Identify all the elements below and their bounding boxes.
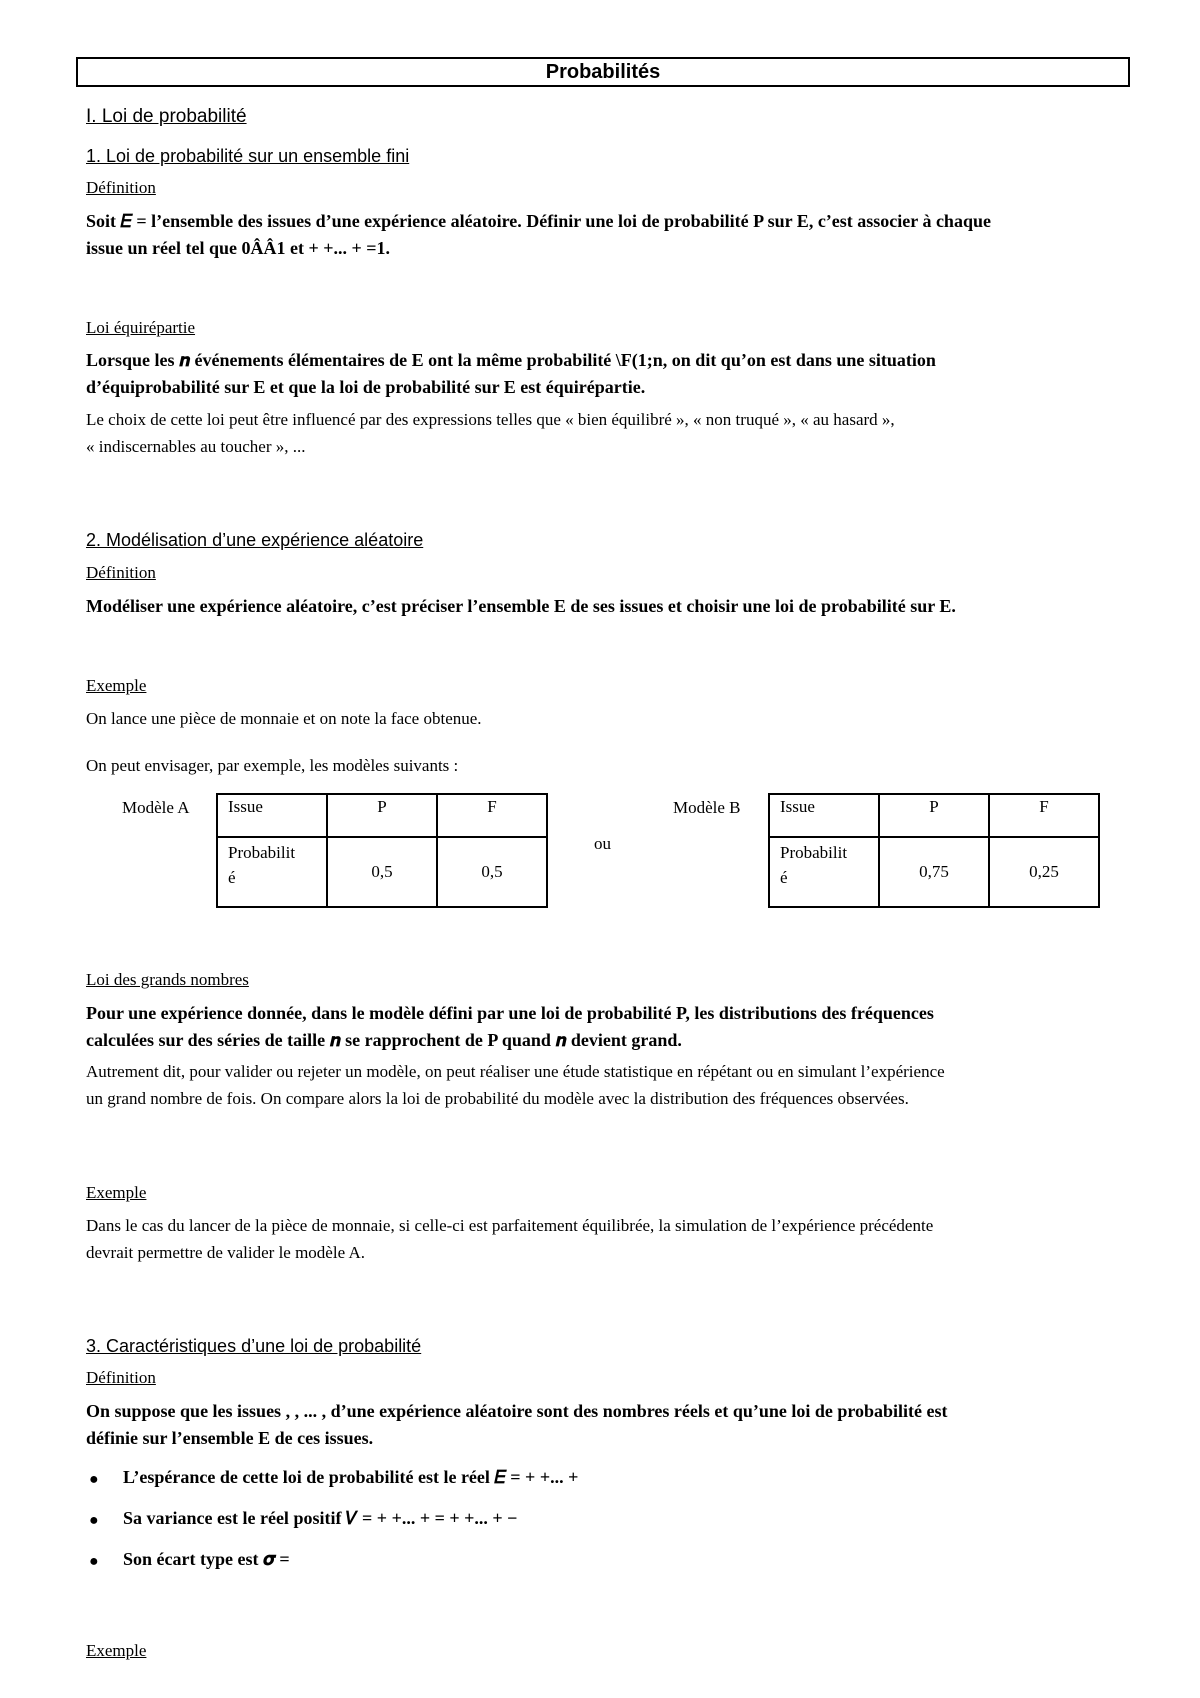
example-text-line1: On lance une pièce de monnaie et on note la face obtenue. xyxy=(86,709,482,728)
definition-label: Définition xyxy=(86,1368,156,1387)
caracteristiques-definition-line2: définie sur l’ensemble E de ces issues. xyxy=(86,1428,374,1448)
example-label: Exemple xyxy=(86,1641,147,1660)
equirepartie-note-line2: « indiscernables au toucher », ... xyxy=(86,437,306,456)
row-label-part2: é xyxy=(780,868,788,887)
table-cell: Issue xyxy=(217,794,327,837)
example2-text-line1: Dans le cas du lancer de la pièce de monnaie, si celle-ci est parfaitement équilibrée, la simulation de l’expérience précédente xyxy=(86,1216,934,1235)
table-cell: P xyxy=(327,794,437,837)
subsection-heading-caracteristiques: 3. Caractéristiques d’une loi de probabilité xyxy=(86,1336,422,1356)
bullet-dot-icon: ● xyxy=(89,1512,99,1529)
definition-text-line2: issue un réel tel que 0ÂÂ1 et + +... + =1. xyxy=(86,238,391,258)
equirepartie-note-line1: Le choix de cette loi peut être influencé par des expressions telles que « bien équilibré », « non truqué », « au hasard », xyxy=(86,410,895,429)
subsection-heading-modelisation: 2. Modélisation d’une expérience aléatoire xyxy=(86,530,424,550)
loi-grands-nombres-label: Loi des grands nombres xyxy=(86,970,249,989)
bullet-ecart-type: Son écart type est 𝝈 = xyxy=(123,1549,290,1569)
loi-grands-nombres-text-line2: calculées sur des séries de taille 𝒏 se rapprochent de P quand 𝒏 devient grand. xyxy=(86,1030,682,1050)
bullet-esperance: L’espérance de cette loi de probabilité est le réel 𝐸 = + +... + xyxy=(123,1467,579,1487)
table-cell: F xyxy=(989,794,1099,837)
table-cell xyxy=(769,837,879,907)
loi-grands-nombres-note-line2: un grand nombre de fois. On compare alors la loi de probabilité du modèle avec la distribution des fréquences observées. xyxy=(86,1089,909,1108)
section-heading-loi-de-probabilite: I. Loi de probabilité xyxy=(86,106,247,127)
model-b-table xyxy=(768,793,1100,908)
equirepartie-label: Loi équirépartie xyxy=(86,318,196,337)
equirepartie-text-line2: d’équiprobabilité sur E et que la loi de probabilité sur E est équirépartie. xyxy=(86,377,646,397)
table-cell xyxy=(217,837,327,907)
table-cell: 0,75 xyxy=(879,837,989,907)
definition-label: Définition xyxy=(86,563,156,582)
table-cell: Issue xyxy=(769,794,879,837)
table-cell: 0,25 xyxy=(989,837,1099,907)
caracteristiques-definition-line1: On suppose que les issues , , ... , d’une expérience aléatoire sont des nombres réels et qu’une loi de probabilité est xyxy=(86,1401,948,1421)
subsection-heading-ensemble-fini: 1. Loi de probabilité sur un ensemble fini xyxy=(86,146,410,166)
example-label: Exemple xyxy=(86,676,147,695)
table-cell: 0,5 xyxy=(327,837,437,907)
model-b-label: Modèle B xyxy=(673,798,741,817)
model-a-table xyxy=(216,793,548,908)
example-text-line2: On peut envisager, par exemple, les modèles suivants : xyxy=(86,756,459,775)
table-row xyxy=(217,794,547,837)
table-cell: 0,5 xyxy=(437,837,547,907)
modelisation-definition-text: Modéliser une expérience aléatoire, c’est préciser l’ensemble E de ses issues et choisir une loi de probabilité sur E. xyxy=(86,596,956,616)
model-a-label: Modèle A xyxy=(122,798,190,817)
bullet-variance: Sa variance est le réel positif 𝑉 = + +... + = + +... + − xyxy=(123,1508,518,1528)
loi-grands-nombres-note-line1: Autrement dit, pour valider ou rejeter un modèle, on peut réaliser une étude statistique en répétant ou en simulant l’expérience xyxy=(86,1062,945,1081)
definition-text-line1: Soit 𝐸 = l’ensemble des issues d’une expérience aléatoire. Définir une loi de probabilité P sur E, c’est associer à chaque xyxy=(86,211,991,231)
table-cell: F xyxy=(437,794,547,837)
example-label: Exemple xyxy=(86,1183,147,1202)
bullet-dot-icon: ● xyxy=(89,1553,99,1570)
or-word: ou xyxy=(594,834,611,853)
definition-label: Définition xyxy=(86,178,156,197)
table-row xyxy=(769,837,1099,907)
table-row xyxy=(217,837,547,907)
page-title: Probabilités xyxy=(76,57,1130,87)
equirepartie-text-line1: Lorsque les 𝒏 événements élémentaires de E ont la même probabilité \F(1;n, on dit qu’on est dans une situation xyxy=(86,350,936,370)
example2-text-line2: devrait permettre de valider le modèle A. xyxy=(86,1243,365,1262)
row-label-part1: Probabilit xyxy=(228,843,296,862)
table-cell: P xyxy=(879,794,989,837)
table-row xyxy=(769,794,1099,837)
row-label-part2: é xyxy=(228,868,236,887)
bullet-dot-icon: ● xyxy=(89,1471,99,1488)
row-label-part1: Probabilit xyxy=(780,843,848,862)
loi-grands-nombres-text-line1: Pour une expérience donnée, dans le modèle défini par une loi de probabilité P, les distributions des fréquences xyxy=(86,1003,934,1023)
